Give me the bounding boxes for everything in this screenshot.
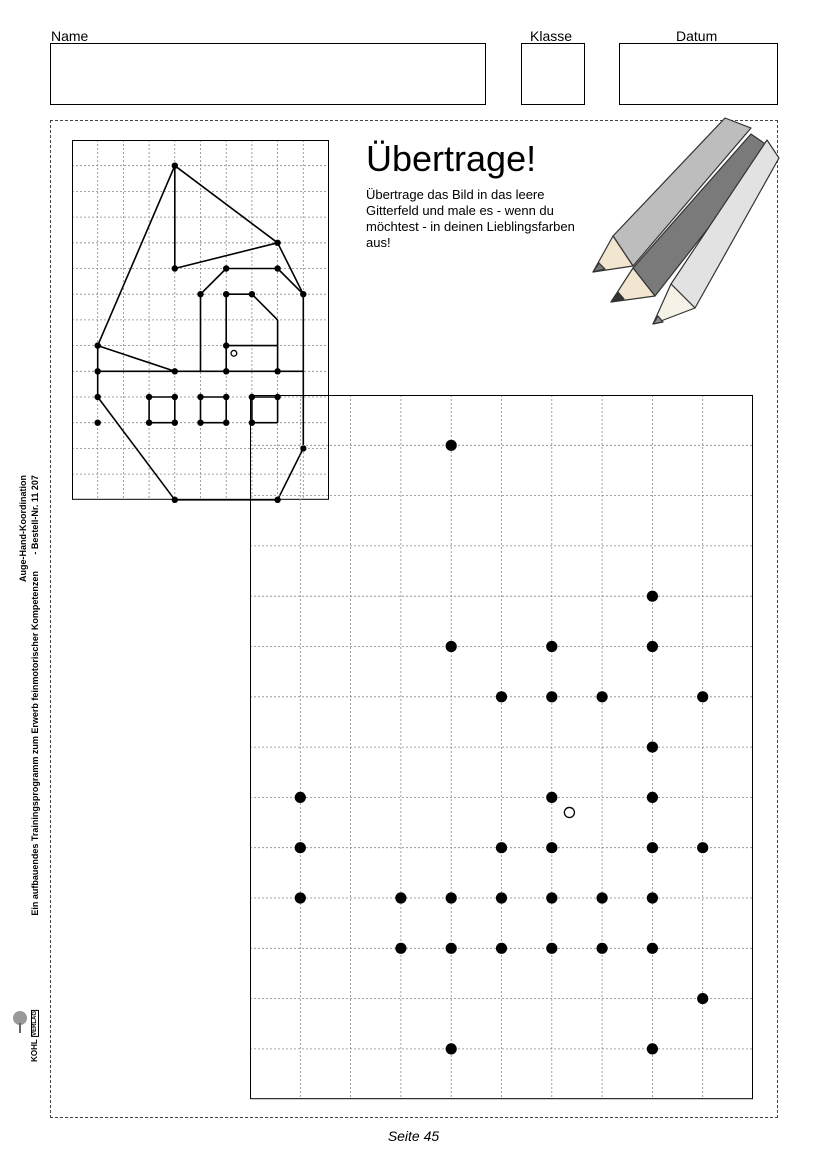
grid-dot [223, 420, 229, 426]
publisher-sidebar [8, 475, 38, 1055]
grid-dot [95, 342, 101, 348]
drawing-line [278, 269, 304, 295]
tree-icon [12, 1010, 28, 1036]
grid-dot [546, 892, 557, 903]
grid-dot [223, 368, 229, 374]
instruction-text: Übertrage das Bild in das leere Gitterfeld und male es - wenn du möchtest - in deinen Lieblingsfarben aus! [366, 187, 575, 250]
grid-dot [647, 792, 658, 803]
drawing-line [252, 294, 278, 320]
grid-dot [295, 842, 306, 853]
grid-dot [172, 163, 178, 169]
grid-dot [597, 892, 608, 903]
subtitle-info [30, 475, 40, 916]
grid-dot [647, 591, 658, 602]
grid-dot [172, 368, 178, 374]
grid-dot [95, 420, 101, 426]
grid-dot [249, 291, 255, 297]
grid-dot [395, 892, 406, 903]
grid-dot [647, 1043, 658, 1054]
grid-dot [197, 291, 203, 297]
series-title: Auge-Hand-Koordination [18, 475, 28, 582]
grid-dot [546, 691, 557, 702]
class-field[interactable] [521, 43, 585, 105]
name-field[interactable] [50, 43, 486, 105]
order-number: - Bestell-Nr. 11 207 [30, 475, 40, 555]
grid-dot [496, 892, 507, 903]
grid-dot [172, 265, 178, 271]
date-label: Datum [676, 28, 718, 44]
series-subtitle: Ein aufbauendes Trainingsprogramm zum Erwerb feinmotorischer Kompetenzen [30, 571, 40, 916]
grid-dot [223, 291, 229, 297]
worksheet-title: Übertrage! [366, 138, 537, 179]
grid-dot [223, 265, 229, 271]
grid-dot [546, 842, 557, 853]
grid-dot [146, 394, 152, 400]
grid-dot [697, 993, 708, 1004]
page-number: Seite 45 [387, 1128, 440, 1144]
publisher-name: KOHL [30, 1039, 39, 1062]
grid-dot [95, 368, 101, 374]
grid-dot [446, 1043, 457, 1054]
series-info [18, 475, 28, 582]
grid-dot [146, 420, 152, 426]
grid-dot [496, 842, 507, 853]
grid-dot [446, 943, 457, 954]
grid-dot [496, 691, 507, 702]
grid-dot [647, 742, 658, 753]
grid-dot [546, 792, 557, 803]
grid-dot [274, 240, 280, 246]
drawing-line [201, 269, 227, 295]
grid-dot [546, 641, 557, 652]
grid-dot [446, 440, 457, 451]
grid-dot [95, 394, 101, 400]
grid-dot [172, 420, 178, 426]
grid-dot [697, 691, 708, 702]
grid-dot [446, 892, 457, 903]
grid-dot [223, 394, 229, 400]
grid-dot [546, 943, 557, 954]
date-field[interactable] [619, 43, 778, 105]
grid-dot [172, 497, 178, 503]
grid-dot [597, 943, 608, 954]
publisher-tag: VERLAG [32, 1011, 38, 1037]
blank-grid[interactable] [250, 395, 754, 1099]
grid-dot [223, 342, 229, 348]
pencils-illustration [585, 118, 780, 328]
class-label: Klasse [530, 28, 573, 44]
grid-dot [295, 892, 306, 903]
grid-dot [274, 368, 280, 374]
grid-dot [197, 420, 203, 426]
grid-dot [496, 943, 507, 954]
drawing-line [98, 166, 175, 346]
drawing-line [98, 346, 175, 372]
grid-dot [197, 394, 203, 400]
grid-dot [300, 291, 306, 297]
grid-dot [274, 265, 280, 271]
grid-dot [647, 892, 658, 903]
grid-dot [395, 943, 406, 954]
grid-dot [172, 394, 178, 400]
open-dot [564, 807, 574, 817]
grid-dot [647, 943, 658, 954]
grid-dot [597, 691, 608, 702]
grid-dot [647, 842, 658, 853]
grid-dot [446, 641, 457, 652]
grid-dot [697, 842, 708, 853]
grid-dot [295, 792, 306, 803]
name-label: Name [51, 28, 89, 44]
open-dot [231, 350, 237, 356]
publisher-logo [12, 1010, 42, 1062]
grid-dot [647, 641, 658, 652]
